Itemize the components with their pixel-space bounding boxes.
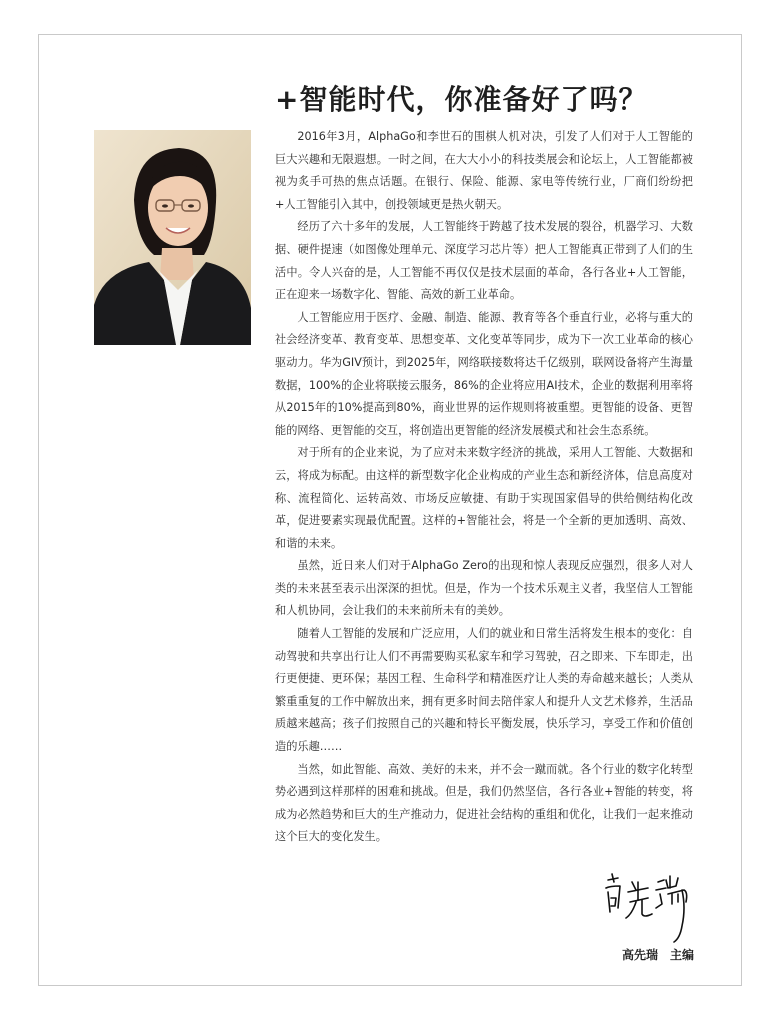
article-body [275, 126, 693, 849]
article-title: +智能时代，你准备好了吗？ [275, 83, 648, 116]
author-role: 主编 [669, 948, 694, 962]
body-paragraph: 当然，如此智能、高效、美好的未来，并不会一蹴而就。各个行业的数字化转型势必遇到这样那样的困难和挑战。但是，我们仍然坚信，各行各业+智能的转变，将成为必然趋势和巨大的生产推动力，促进社会结构的重组和优化，让我们一起来推动这个巨大的变化发生。 [275, 762, 693, 844]
author-credit [560, 946, 694, 963]
handwritten-signature [598, 868, 696, 944]
author-name: 高先瑞 [621, 948, 658, 962]
body-paragraph: 随着人工智能的发展和广泛应用，人们的就业和日常生活将发生根本的变化：自动驾驶和共享出行让人们不再需要购买私家车和学习驾驶，召之即来、下车即走，出行更便捷、更环保；基因工程、生命科学和精准医疗让人类的寿命越来越长；人类从繁重重复的工作中解放出来，拥有更多时间去陪伴家人和提升人文艺术修养，生活品质越来越高；孩子们按照自己的兴趣和特长平衡发展，快乐学习，享受工作和价值创造的乐趣…… [275, 627, 693, 754]
author-portrait-photo [94, 130, 251, 345]
body-paragraph: 经历了六十多年的发展，人工智能终于跨越了技术发展的裂谷，机器学习、大数据、硬件提速（如图像处理单元、深度学习芯片等）把人工智能真正带到了人们的生活中。令人兴奋的是，人工智能不再仅仅是技术层面的革命，各行各业+人工智能，正在迎来一场数字化、智能、高效的新工业革命。 [275, 220, 693, 302]
body-paragraph: 人工智能应用于医疗、金融、制造、能源、教育等各个垂直行业，必将与重大的社会经济变革、教育变革、思想变革、文化变革等同步，成为下一次工业革命的核心驱动力。华为GIV预计，到2025年，网络联接数将达千亿级别，联网设备将产生海量数据，100%的企业将联接云服务，86%的企业将应用AI技术，企业的数据利用率将从2015年的10%提高到80%，商业世界的运作规则将被重塑。更智能的设备、更智能的网络、更智能的交互，将创造出更智能的经济发展模式和社会生态系统。 [275, 310, 693, 437]
body-paragraph: 对于所有的企业来说，为了应对未来数字经济的挑战，采用人工智能、大数据和云，将成为标配。由这样的新型数字化企业构成的产业生态和新经济体，信息高度对称、流程简化、运转高效、市场反应敏捷、有助于实现国家倡导的供给侧结构化改革，促进要素实现最优配置。这样的+智能社会，将是一个全新的更加透明、高效、和谐的未来。 [275, 446, 693, 550]
body-paragraph: 2016年3月，AlphaGo和李世石的围棋人机对决，引发了人们对于人工智能的巨大兴趣和无限遐想。一时之间，在大大小小的科技类展会和论坛上，人工智能都被视为炙手可热的焦点话题。在银行、保险、能源、家电等传统行业，厂商们纷纷把+人工智能引入其中，创投领域更是热火朝天。 [275, 130, 693, 211]
body-paragraph: 虽然，近日来人们对于AlphaGo Zero的出现和惊人表现反应强烈，很多人对人类的未来甚至表示出深深的担忧。但是，作为一个技术乐观主义者，我坚信人工智能和人机协同，会让我们的未来前所未有的美妙。 [275, 559, 693, 618]
